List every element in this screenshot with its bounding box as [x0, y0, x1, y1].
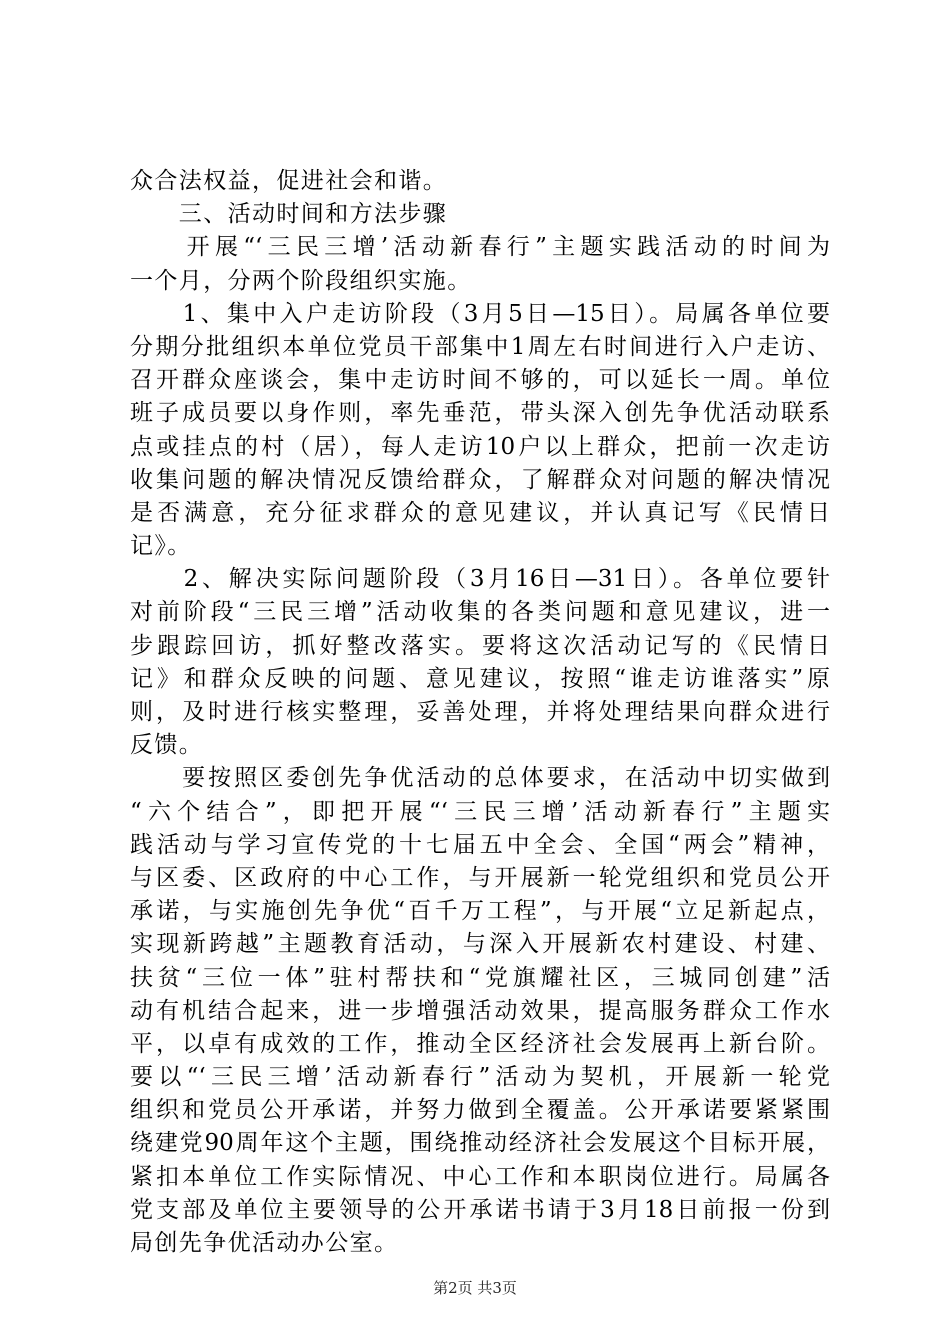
- text-line: 则，及时进行核实整理，妥善处理，并将处理结果向群众进行: [130, 699, 830, 725]
- text-line: 开展“‘三民三增’活动新春行”主题实践活动的时间为: [130, 234, 830, 261]
- text-line: 要按照区委创先争优活动的总体要求，在活动中切实做到: [130, 765, 830, 792]
- text-line: 2、解决实际问题阶段（3月16日—31日）。各单位要针: [130, 566, 830, 593]
- text-line: 党支部及单位主要领导的公开承诺书请于3月18日前报一份到: [130, 1196, 830, 1223]
- page-number-footer: 第2页 共3页: [433, 1279, 517, 1297]
- text-line: 召开群众座谈会，集中走访时间不够的，可以延长一周。单位: [130, 367, 830, 394]
- text-line: 对前阶段“三民三增”活动收集的各类问题和意见建议，进一: [130, 599, 830, 626]
- text-line: 班子成员要以身作则，率先垂范，带头深入创先争优活动联系: [130, 400, 830, 427]
- text-line: 动有机结合起来，进一步增强活动效果，提高服务群众工作水: [130, 997, 830, 1024]
- text-line: 与区委、区政府的中心工作，与开展新一轮党组织和党员公开: [130, 864, 830, 891]
- text-line: “六个结合”，即把开展“‘三民三增’活动新春行”主题实: [130, 798, 830, 825]
- text-line: 一个月，分两个阶段组织实施。: [130, 267, 472, 294]
- text-line: 实现新跨越”主题教育活动，与深入开展新农村建设、村建、: [130, 931, 830, 958]
- text-line: 承诺，与实施创先争优“百千万工程”，与开展“立足新起点，: [130, 898, 830, 925]
- text-line: 收集问题的解决情况反馈给群众，了解群众对问题的解决情况: [130, 466, 830, 493]
- text-line: 分期分批组织本单位党员干部集中1周左右时间进行入户走访、: [130, 333, 830, 360]
- text-line: 记》。: [130, 533, 192, 560]
- text-line: 1、集中入户走访阶段（3月5日—15日）。局属各单位要: [130, 300, 830, 327]
- text-line: 组织和党员公开承诺，并努力做到全覆盖。公开承诺要紧紧围: [130, 1097, 830, 1124]
- text-line: 要以“‘三民三增’活动新春行”活动为契机，开展新一轮党: [130, 1064, 830, 1091]
- text-line: 点或挂点的村（居），每人走访10户以上群众，把前一次走访: [130, 433, 830, 460]
- text-line: 局创先争优活动办公室。: [130, 1230, 399, 1256]
- text-line: 反馈。: [130, 732, 204, 759]
- text-line: 绕建党90周年这个主题，围绕推动经济社会发展这个目标开展，: [130, 1130, 830, 1157]
- text-line: 紧扣本单位工作实际情况、中心工作和本职岗位进行。局属各: [130, 1163, 830, 1190]
- text-line: 是否满意，充分征求群众的意见建议，并认真记写《民情日: [130, 499, 830, 526]
- text-line: 记》和群众反映的问题、意见建议，按照“谁走访谁落实”原: [130, 665, 830, 692]
- text-line: 扶贫“三位一体”驻村帮扶和“党旗耀社区，三城同创建”活: [130, 964, 830, 991]
- text-line: 践活动与学习宣传党的十七届五中全会、全国“两会”精神，: [130, 831, 830, 858]
- section-heading: 三、活动时间和方法步骤: [130, 201, 448, 228]
- text-line: 步跟踪回访，抓好整改落实。要将这次活动记写的《民情日: [130, 632, 830, 659]
- text-line: 众合法权益，促进社会和谐。: [130, 168, 448, 194]
- text-line: 平，以卓有成效的工作，推动全区经济社会发展再上新台阶。: [130, 1030, 830, 1057]
- document-body: [130, 165, 830, 1260]
